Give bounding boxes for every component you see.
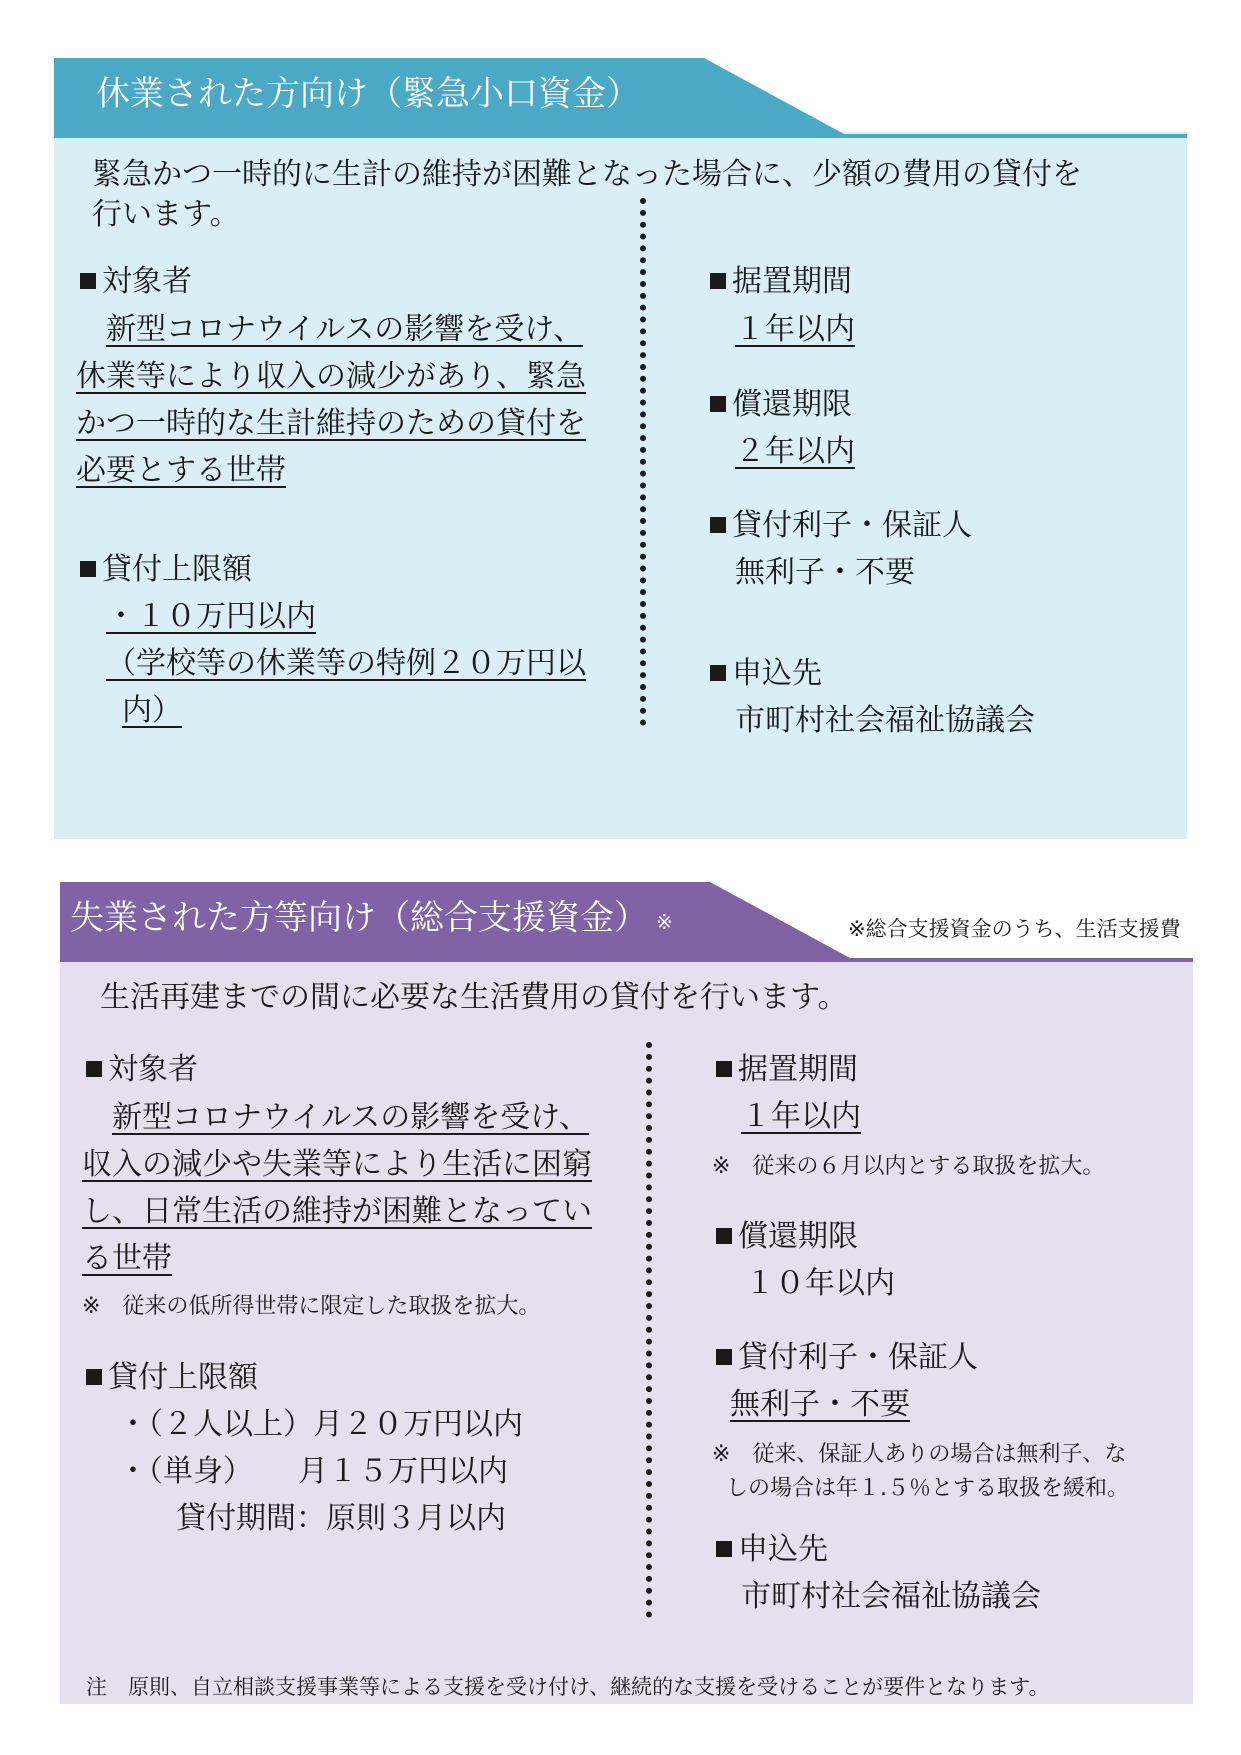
section2-interest-note2: しの場合は年１.５％とする取扱を緩和。	[726, 1476, 1129, 1501]
bullet-square-icon	[716, 1541, 732, 1557]
bullet-square-icon	[716, 1228, 732, 1244]
bullet-square-icon	[86, 1061, 102, 1077]
section1-deferment-heading: 据置期間	[710, 262, 852, 302]
section2-interest-heading: 貸付利子・保証人	[716, 1338, 978, 1378]
section2-deferment-heading: 据置期間	[716, 1050, 858, 1090]
section2-limit-line2: ・（単身） 月１５万円以内	[118, 1454, 508, 1489]
bullet-square-icon	[716, 1061, 732, 1077]
section1-apply-value: 市町村社会福祉協議会	[735, 703, 1035, 738]
section2-deferment-value: １年以内	[741, 1099, 861, 1134]
section2-target-line2: 収入の減少や失業等により生活に困窮	[82, 1147, 592, 1182]
section2-side-note: ※総合支援資金のうち、生活支援費	[848, 917, 1181, 941]
bullet-square-icon	[710, 396, 726, 412]
bullet-square-icon	[710, 517, 726, 533]
bullet-square-icon	[710, 665, 726, 681]
section1-target-line2: 休業等により収入の減少があり、緊急	[76, 359, 586, 394]
section2-repayment-heading: 償還期限	[716, 1217, 858, 1257]
section2-apply-value: 市町村社会福祉協議会	[741, 1579, 1041, 1614]
section1-target-line4: 必要とする世帯	[76, 453, 286, 488]
section1-limit-line3: 内）	[122, 693, 182, 728]
section2-interest-value: 無利子・不要	[730, 1387, 910, 1422]
section2-target-line4: る世帯	[82, 1241, 172, 1276]
bullet-square-icon	[710, 273, 726, 289]
section1-limit-line2: （学校等の休業等の特例２０万円以	[106, 646, 586, 681]
section2-limit-line3: 貸付期間：原則３月以内	[176, 1501, 506, 1536]
section2-apply-heading: 申込先	[716, 1530, 828, 1570]
section1-deferment-value: １年以内	[735, 312, 855, 347]
section1-intro-line2: 行います。	[92, 197, 240, 232]
bullet-square-icon	[80, 273, 96, 289]
section2-target-line1: 新型コロナウイルスの影響を受け、	[112, 1100, 589, 1135]
section1-target-heading: 対象者	[80, 262, 192, 302]
bullet-square-icon	[716, 1349, 732, 1365]
section1-intro-line1: 緊急かつ一時的に生計の維持が困難となった場合に、少額の費用の貸付を	[92, 157, 1082, 192]
section1-limit-heading: 貸付上限額	[80, 550, 252, 590]
section1-limit-line1: ・１０万円以内	[106, 599, 316, 634]
section2-target-heading: 対象者	[86, 1050, 198, 1090]
section2-intro: 生活再建までの間に必要な生活費用の貸付を行います。	[100, 980, 848, 1015]
bullet-square-icon	[80, 561, 96, 577]
section2-limit-heading: 貸付上限額	[86, 1358, 258, 1398]
section2-target-line3: し、日常生活の維持が困難となってい	[82, 1194, 592, 1229]
section2-footnote: 注 原則、自立相談支援事業等による支援を受け付け、継続的な支援を受けることが要件となります。	[86, 1675, 1050, 1699]
section2-deferment-note: ※ 従来の６月以内とする取扱を拡大。	[712, 1154, 1105, 1179]
section1-repayment-heading: 償還期限	[710, 385, 852, 425]
section1-title: 休業された方向け（緊急小口資金）	[96, 74, 640, 114]
section1-interest-heading: 貸付利子・保証人	[710, 506, 972, 546]
section2-title: 失業された方等向け（総合支援資金） ※	[70, 898, 673, 938]
bullet-square-icon	[86, 1369, 102, 1385]
section1-divider	[640, 198, 646, 726]
section2-repayment-value: １０年以内	[745, 1266, 895, 1301]
section2-interest-note1: ※ 従来、保証人ありの場合は無利子、な	[712, 1442, 1127, 1467]
section1-target-line1: 新型コロナウイルスの影響を受け、	[106, 312, 583, 347]
section1-target-line3: かつ一時的な生計維持のための貸付を	[76, 406, 586, 441]
section1-repayment-value: ２年以内	[735, 434, 855, 469]
section1-interest-value: 無利子・不要	[735, 555, 915, 590]
section1-apply-heading: 申込先	[710, 654, 822, 694]
section2-divider	[646, 1042, 652, 1618]
section2-limit-line1: ・（２人以上）月２０万円以内	[118, 1407, 523, 1442]
section2-target-note: ※ 従来の低所得世帯に限定した取扱を拡大。	[82, 1294, 541, 1319]
